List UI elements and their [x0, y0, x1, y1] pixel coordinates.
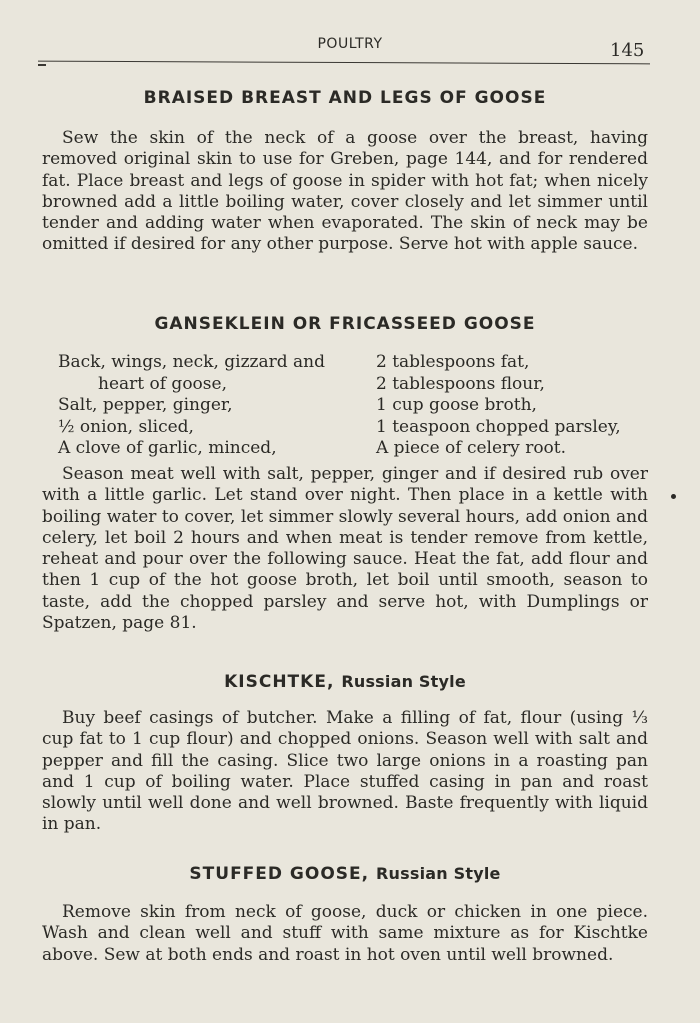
- ingredient-row: [58, 352, 658, 374]
- ingredient-right: 2 tablespoons flour,: [376, 373, 545, 394]
- header-rule-mark: [38, 64, 46, 66]
- ingredient-left: ½ onion, sliced,: [58, 416, 194, 437]
- ingredient-left: heart of goose,: [98, 373, 227, 394]
- ingredient-right: 2 tablespoons fat,: [376, 352, 530, 372]
- recipe-title-text: BRAISED BREAST AND LEGS OF GOOSE: [143, 88, 547, 108]
- recipe-instructions: Remove skin from neck of goose, duck or chicken in one piece. Wash and clean well and stuff with same mixture as for Kischtke above. Sew at both ends and roast in hot oven until well browned.: [42, 902, 648, 965]
- recipe-ganseklein-body: [42, 464, 648, 634]
- recipe-braised-goose: [42, 88, 648, 256]
- recipe-title-text: KISCHTKE,: [224, 672, 335, 692]
- ingredient-row: [58, 438, 658, 460]
- recipe-instructions: Sew the skin of the neck of a goose over the breast, having removed original skin to use for Greben, page 144, and for rendered fat. Place breast and legs of goose in spider with hot fat; when nicely browned add a little boiling water, cover closely and let simmer until tender and adding water when evaporated. The skin of neck may be omitted if desired for any other purpose. Serve hot with apple sauce.: [42, 128, 648, 255]
- recipe-title: [42, 314, 648, 334]
- recipe-title-text: STUFFED GOOSE,: [189, 864, 370, 884]
- recipe-title: [42, 88, 648, 108]
- recipe-title-text: GANSEKLEIN OR FRICASSEED GOOSE: [154, 314, 536, 334]
- ingredient-right: 1 cup goose broth,: [376, 395, 537, 415]
- recipe-kischtke: [42, 672, 648, 836]
- ingredient-left: Salt, pepper, ginger,: [58, 395, 233, 415]
- recipe-instructions: Buy beef casings of butcher. Make a filling of fat, flour (using ⅓ cup fat to 1 cup flour) and chopped onions. Season well with salt and pepper and fill the casing. Slice two large onions in a roasting pan and 1 cup of boiling water. Place stuffed casing in pan and roast slowly until well done and well browned. Baste frequently with liquid in pan.: [42, 708, 648, 835]
- ingredient-right: A piece of celery root.: [376, 438, 567, 458]
- recipe-title: [42, 864, 648, 884]
- ingredient-list: [58, 352, 658, 460]
- recipe-subtitle: Russian Style: [341, 672, 466, 691]
- recipe-ganseklein: [42, 314, 648, 334]
- recipe-title: [42, 672, 648, 692]
- recipe-stuffed-goose: [42, 864, 648, 966]
- ingredient-row: [58, 417, 658, 439]
- ingredient-left: A clove of garlic, minced,: [58, 438, 277, 458]
- printer-mark: [671, 494, 676, 499]
- page-number: 145: [610, 40, 645, 61]
- ingredient-left: Back, wings, neck, gizzard and: [58, 352, 325, 372]
- recipe-instructions: Season meat well with salt, pepper, ginger and if desired rub over with a little garlic. Let stand over night. Then place in a kettle with boiling water to cover, let simmer slowly several hours, add onion and celery, let boil 2 hours and when meat is tender remove from kettle, reheat and pour over the following sauce. Heat the fat, add flour and then 1 cup of the hot goose broth, let boil until smooth, season to taste, add the chopped parsley and serve hot, with Dumplings or Spatzen, page 81.: [42, 464, 648, 634]
- ingredient-row: [58, 374, 658, 396]
- recipe-subtitle: Russian Style: [376, 864, 501, 883]
- ingredient-right: 1 teaspoon chopped parsley,: [376, 416, 621, 437]
- ingredient-row: [58, 395, 658, 417]
- section-name: POULTRY: [317, 36, 383, 52]
